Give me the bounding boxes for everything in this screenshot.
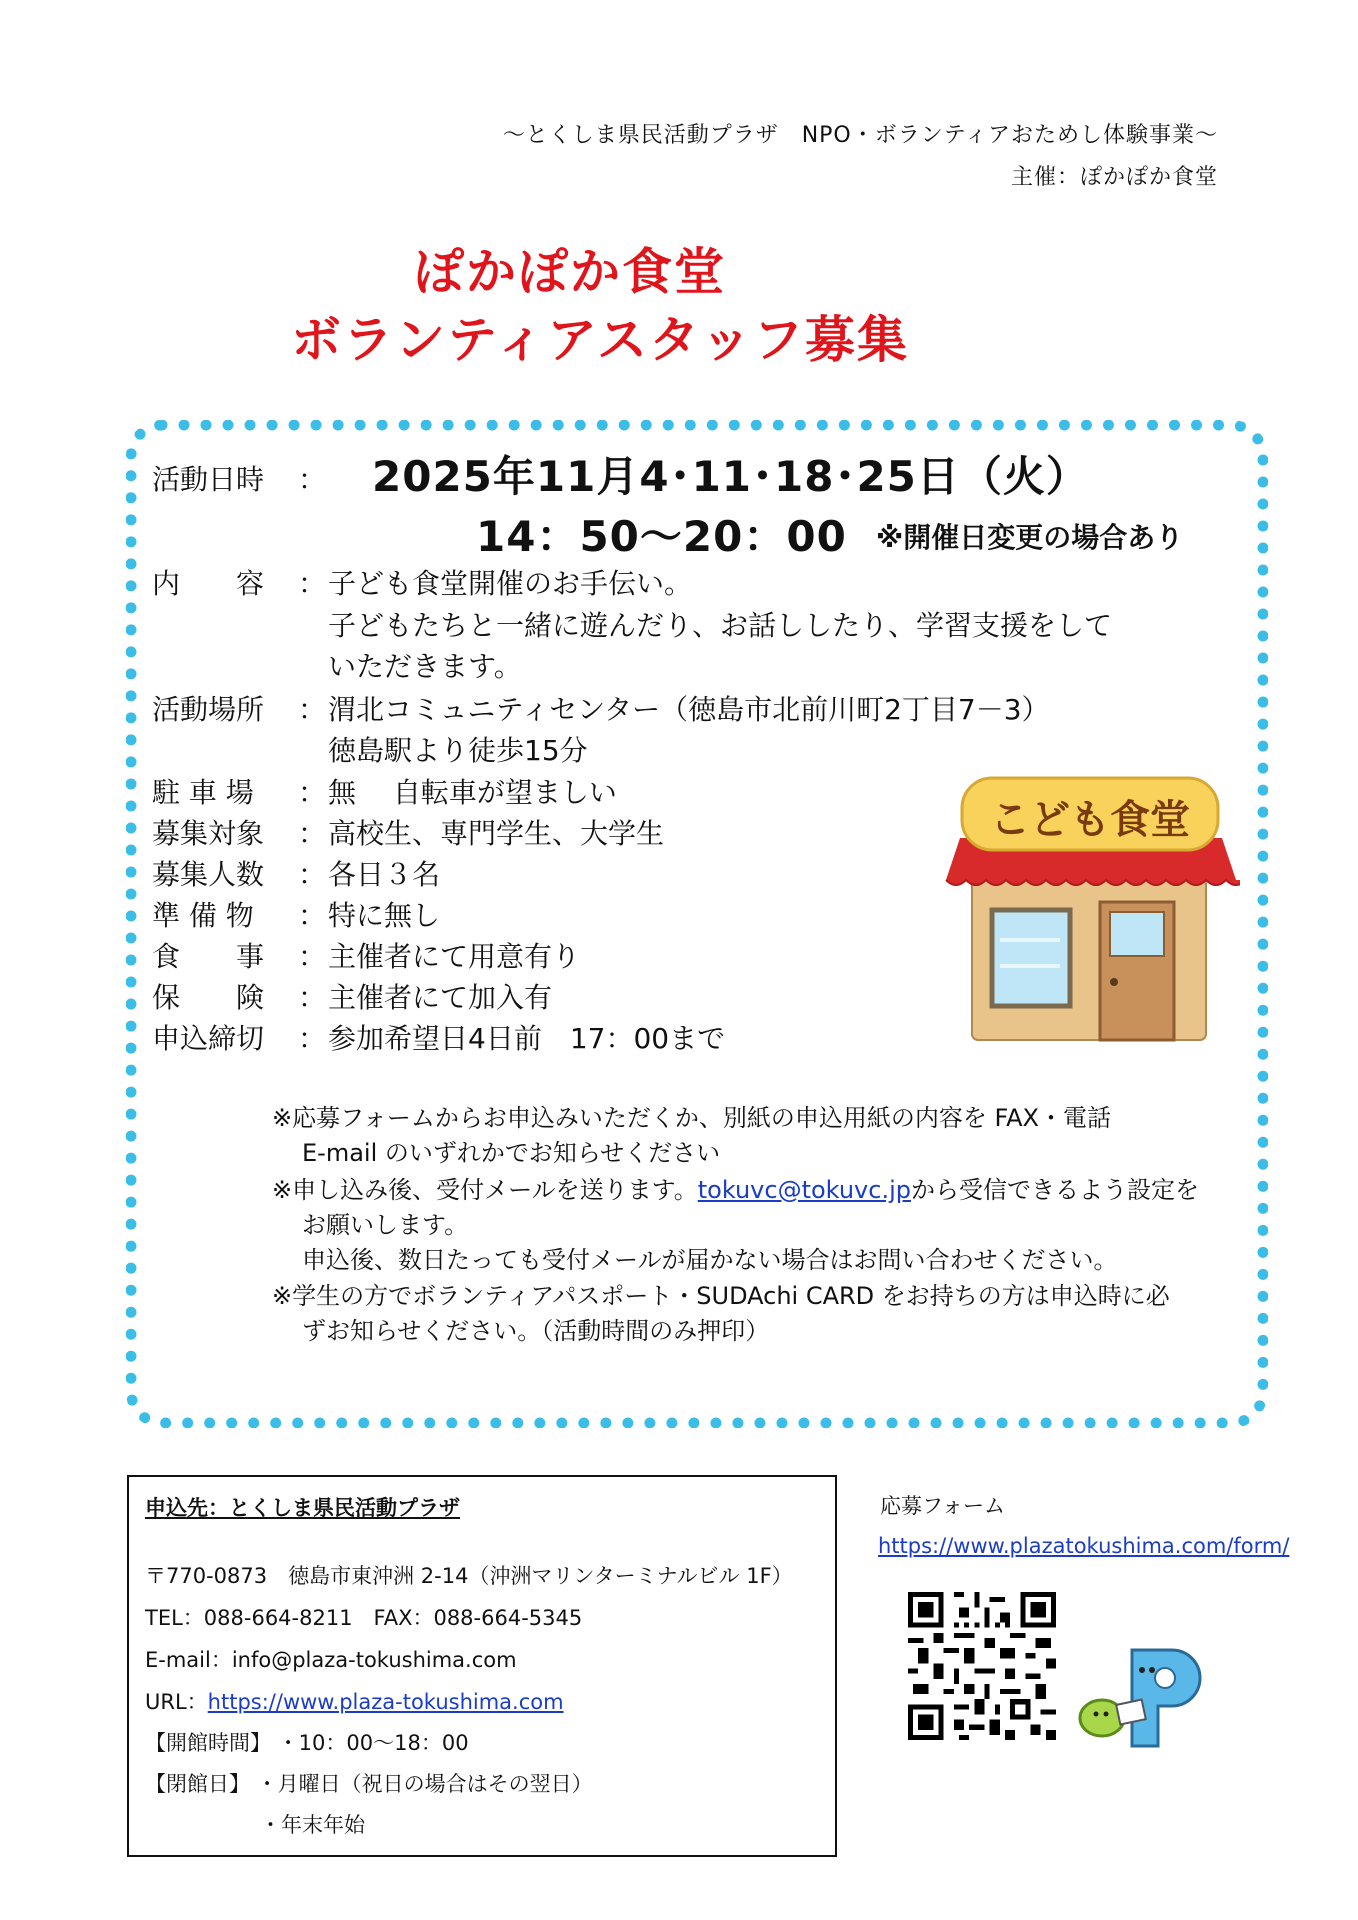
meal-value: 主催者にて用意有り (328, 940, 581, 973)
label-meal: 食 事 (152, 940, 265, 973)
place-line: 渭北コミュニティセンター（徳島市北前川町2丁目7－3） (328, 693, 1050, 726)
opening-hours: 【開館時間】 ・10：00～18：00 (145, 1731, 469, 1755)
contact-tel: TEL：088-664-8211 FAX：088-664-5345 (145, 1606, 583, 1630)
label-target: 募集対象 (152, 817, 265, 850)
content-line: 子ども食堂開催のお手伝い。 (328, 567, 693, 600)
contact-heading: 申込先：とくしま県民活動プラザ (145, 1496, 460, 1520)
plaza-url-link[interactable]: https://www.plaza-tokushima.com (207, 1690, 564, 1714)
schedule-time: 14：50～20：00 (476, 512, 847, 561)
colon: ： (298, 567, 327, 600)
contact-email: E-mail：info@plaza-tokushima.com (145, 1648, 517, 1672)
label-items: 準 備 物 (152, 899, 254, 932)
note-line (272, 1170, 1199, 1205)
content-line: いただきます。 (328, 650, 522, 683)
organizer: 主催：ぽかぽか食堂 (1010, 165, 1218, 190)
colon: ： (298, 1022, 327, 1055)
plaza-mascot-icon (1072, 1640, 1212, 1752)
note-line: ※応募フォームからお申込みいただくか、別紙の申込用紙の内容を FAX・電話 (272, 1104, 1111, 1132)
colon: ： (298, 463, 327, 496)
colon: ： (298, 776, 327, 809)
closed-days: ・年末年始 (260, 1813, 365, 1837)
place-line: 徳島駅より徒歩15分 (328, 734, 588, 767)
deadline-value: 参加希望日4日前 17：00まで (328, 1022, 726, 1055)
colon: ： (298, 858, 327, 891)
insurance-value: 主催者にて加入有 (328, 981, 553, 1014)
url-label: URL： (145, 1690, 208, 1714)
contact-url-row (145, 1686, 564, 1716)
note-line: お願いします。 (302, 1211, 469, 1239)
label-content: 内 容 (152, 567, 265, 600)
closed-days: 【閉館日】 ・月曜日（祝日の場合はその翌日） (145, 1772, 593, 1796)
label-parking: 駐 車 場 (152, 776, 254, 809)
colon: ： (298, 981, 327, 1014)
parking-value: 無 自転車が望ましい (328, 776, 617, 809)
target-value: 高校生、専門学生、大学生 (328, 817, 665, 850)
note-text: ※申し込み後、受付メールを送ります。 (272, 1176, 698, 1204)
colon: ： (298, 940, 327, 973)
label-count: 募集人数 (152, 858, 265, 891)
program-name: ～とくしま県民活動プラザ NPO・ボランティアおためし体験事業～ (502, 123, 1218, 148)
form-label: 応募フォーム (880, 1494, 1005, 1518)
note-line: E-mail のいずれかでお知らせください (302, 1139, 721, 1167)
contact-address: 〒770-0873 徳島市東沖洲 2-14（沖洲マリンターミナルビル 1F） (145, 1564, 793, 1588)
schedule-label: 活動日時 (152, 463, 265, 496)
illustration-sign: こども食堂 (990, 797, 1190, 843)
note-text: から受信できるよう設定を (910, 1176, 1199, 1204)
title-line1: ぽかぽか食堂 (414, 243, 726, 301)
note-line: 申込後、数日たっても受付メールが届かない場合はお問い合わせください。 (302, 1246, 1118, 1274)
colon: ： (298, 693, 327, 726)
label-insurance: 保 険 (152, 981, 265, 1014)
items-value: 特に無し (328, 899, 441, 932)
note-line: ずお知らせください。（活動時間のみ押印） (302, 1317, 770, 1345)
title-line2: ボランティアスタッフ募集 (291, 311, 909, 369)
content-line: 子どもたちと一緒に遊んだり、お話ししたり、学習支援をして (328, 609, 1113, 642)
colon: ： (298, 817, 327, 850)
qr-code[interactable] (908, 1592, 1056, 1740)
label-place: 活動場所 (152, 693, 265, 726)
schedule-note: ※開催日変更の場合あり (876, 521, 1184, 554)
form-url-link[interactable]: https://www.plazatokushima.com/form/ (878, 1534, 1290, 1558)
email-link[interactable]: tokuvc@tokuvc.jp (697, 1176, 911, 1204)
colon: ： (298, 899, 327, 932)
count-value: 各日３名 (328, 858, 441, 891)
label-deadline: 申込締切 (152, 1022, 265, 1055)
schedule-date: 2025年11月4･11･18･25日（火） (372, 452, 1089, 501)
note-line: ※学生の方でボランティアパスポート・SUDAchi CARD をお持ちの方は申込時に必 (272, 1282, 1170, 1310)
